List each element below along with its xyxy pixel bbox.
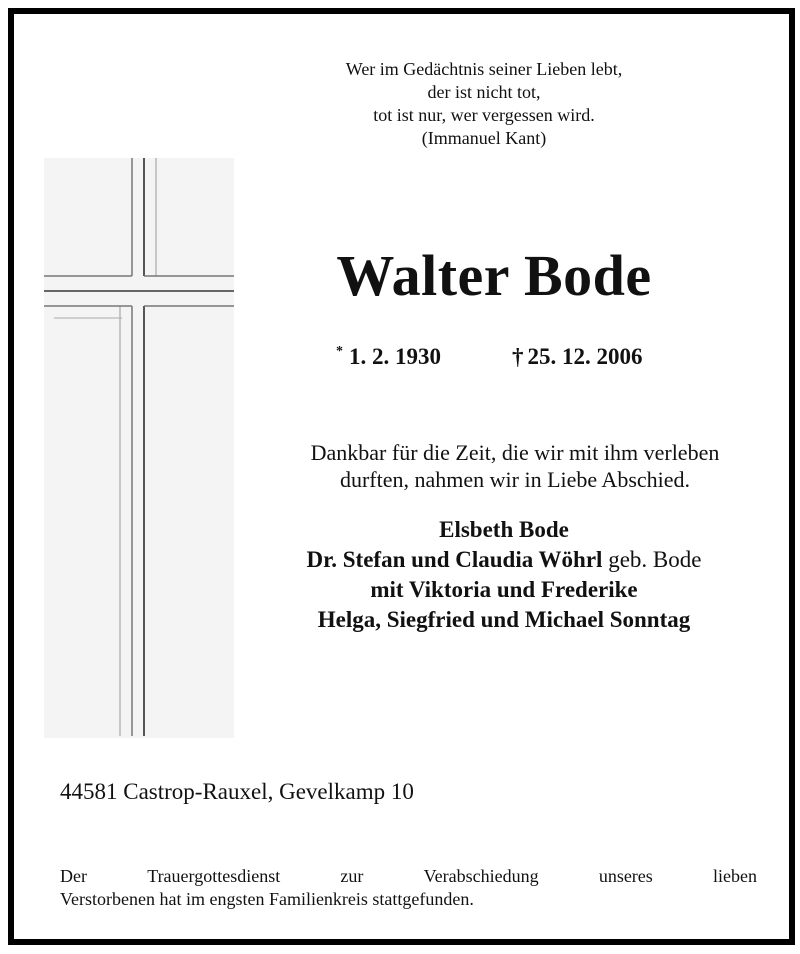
mourner-line: mit Viktoria und Frederike	[370, 577, 638, 602]
kant-quote	[214, 58, 754, 150]
birth-date: 1. 2. 1930	[349, 344, 441, 369]
family-address: 44581 Castrop-Rauxel, Gevelkamp 10	[60, 779, 414, 804]
quote-author: (Immanuel Kant)	[421, 128, 547, 148]
death-date: 25. 12. 2006	[527, 344, 643, 369]
notice-word: unseres	[598, 866, 653, 886]
quote-line: tot ist nur, wer vergessen wird.	[373, 105, 595, 125]
mourner-line: Helga, Siegfried und Michael Sonntag	[317, 607, 691, 632]
notice-line	[60, 865, 757, 888]
birth-date-group	[336, 344, 441, 370]
quote-line: der ist nicht tot,	[427, 82, 541, 102]
thanks-line: Dankbar für die Zeit, die wir mit ihm verleben	[310, 440, 720, 465]
mourner-names: Dr. Stefan und Claudia Wöhrl	[306, 547, 603, 572]
notice-word: zur	[340, 866, 364, 886]
obituary-frame	[8, 8, 795, 945]
notice-word: Der	[60, 866, 87, 886]
thanks-text	[240, 439, 790, 493]
cross-icon	[44, 158, 234, 738]
birth-star-icon: *	[336, 344, 343, 359]
notice-word: Verabschiedung	[423, 866, 539, 886]
mourners-list	[224, 515, 784, 635]
notice-line: Verstorbenen hat im engsten Familienkreis stattgefunden.	[60, 889, 474, 909]
mourner-line	[224, 545, 784, 575]
maiden-name: geb. Bode	[608, 547, 702, 572]
notice-word: lieben	[713, 866, 757, 886]
cross-drawing	[44, 158, 234, 738]
quote-line: Wer im Gedächtnis seiner Lieben lebt,	[345, 59, 623, 79]
dagger-icon: †	[512, 344, 524, 369]
mourner-line: Elsbeth Bode	[439, 517, 569, 542]
service-notice	[60, 865, 757, 911]
notice-word: Trauergottesdienst	[147, 866, 281, 886]
deceased-name: Walter Bode	[336, 243, 652, 308]
death-date-group	[512, 344, 643, 370]
thanks-line: durften, nahmen wir in Liebe Abschied.	[339, 467, 691, 492]
